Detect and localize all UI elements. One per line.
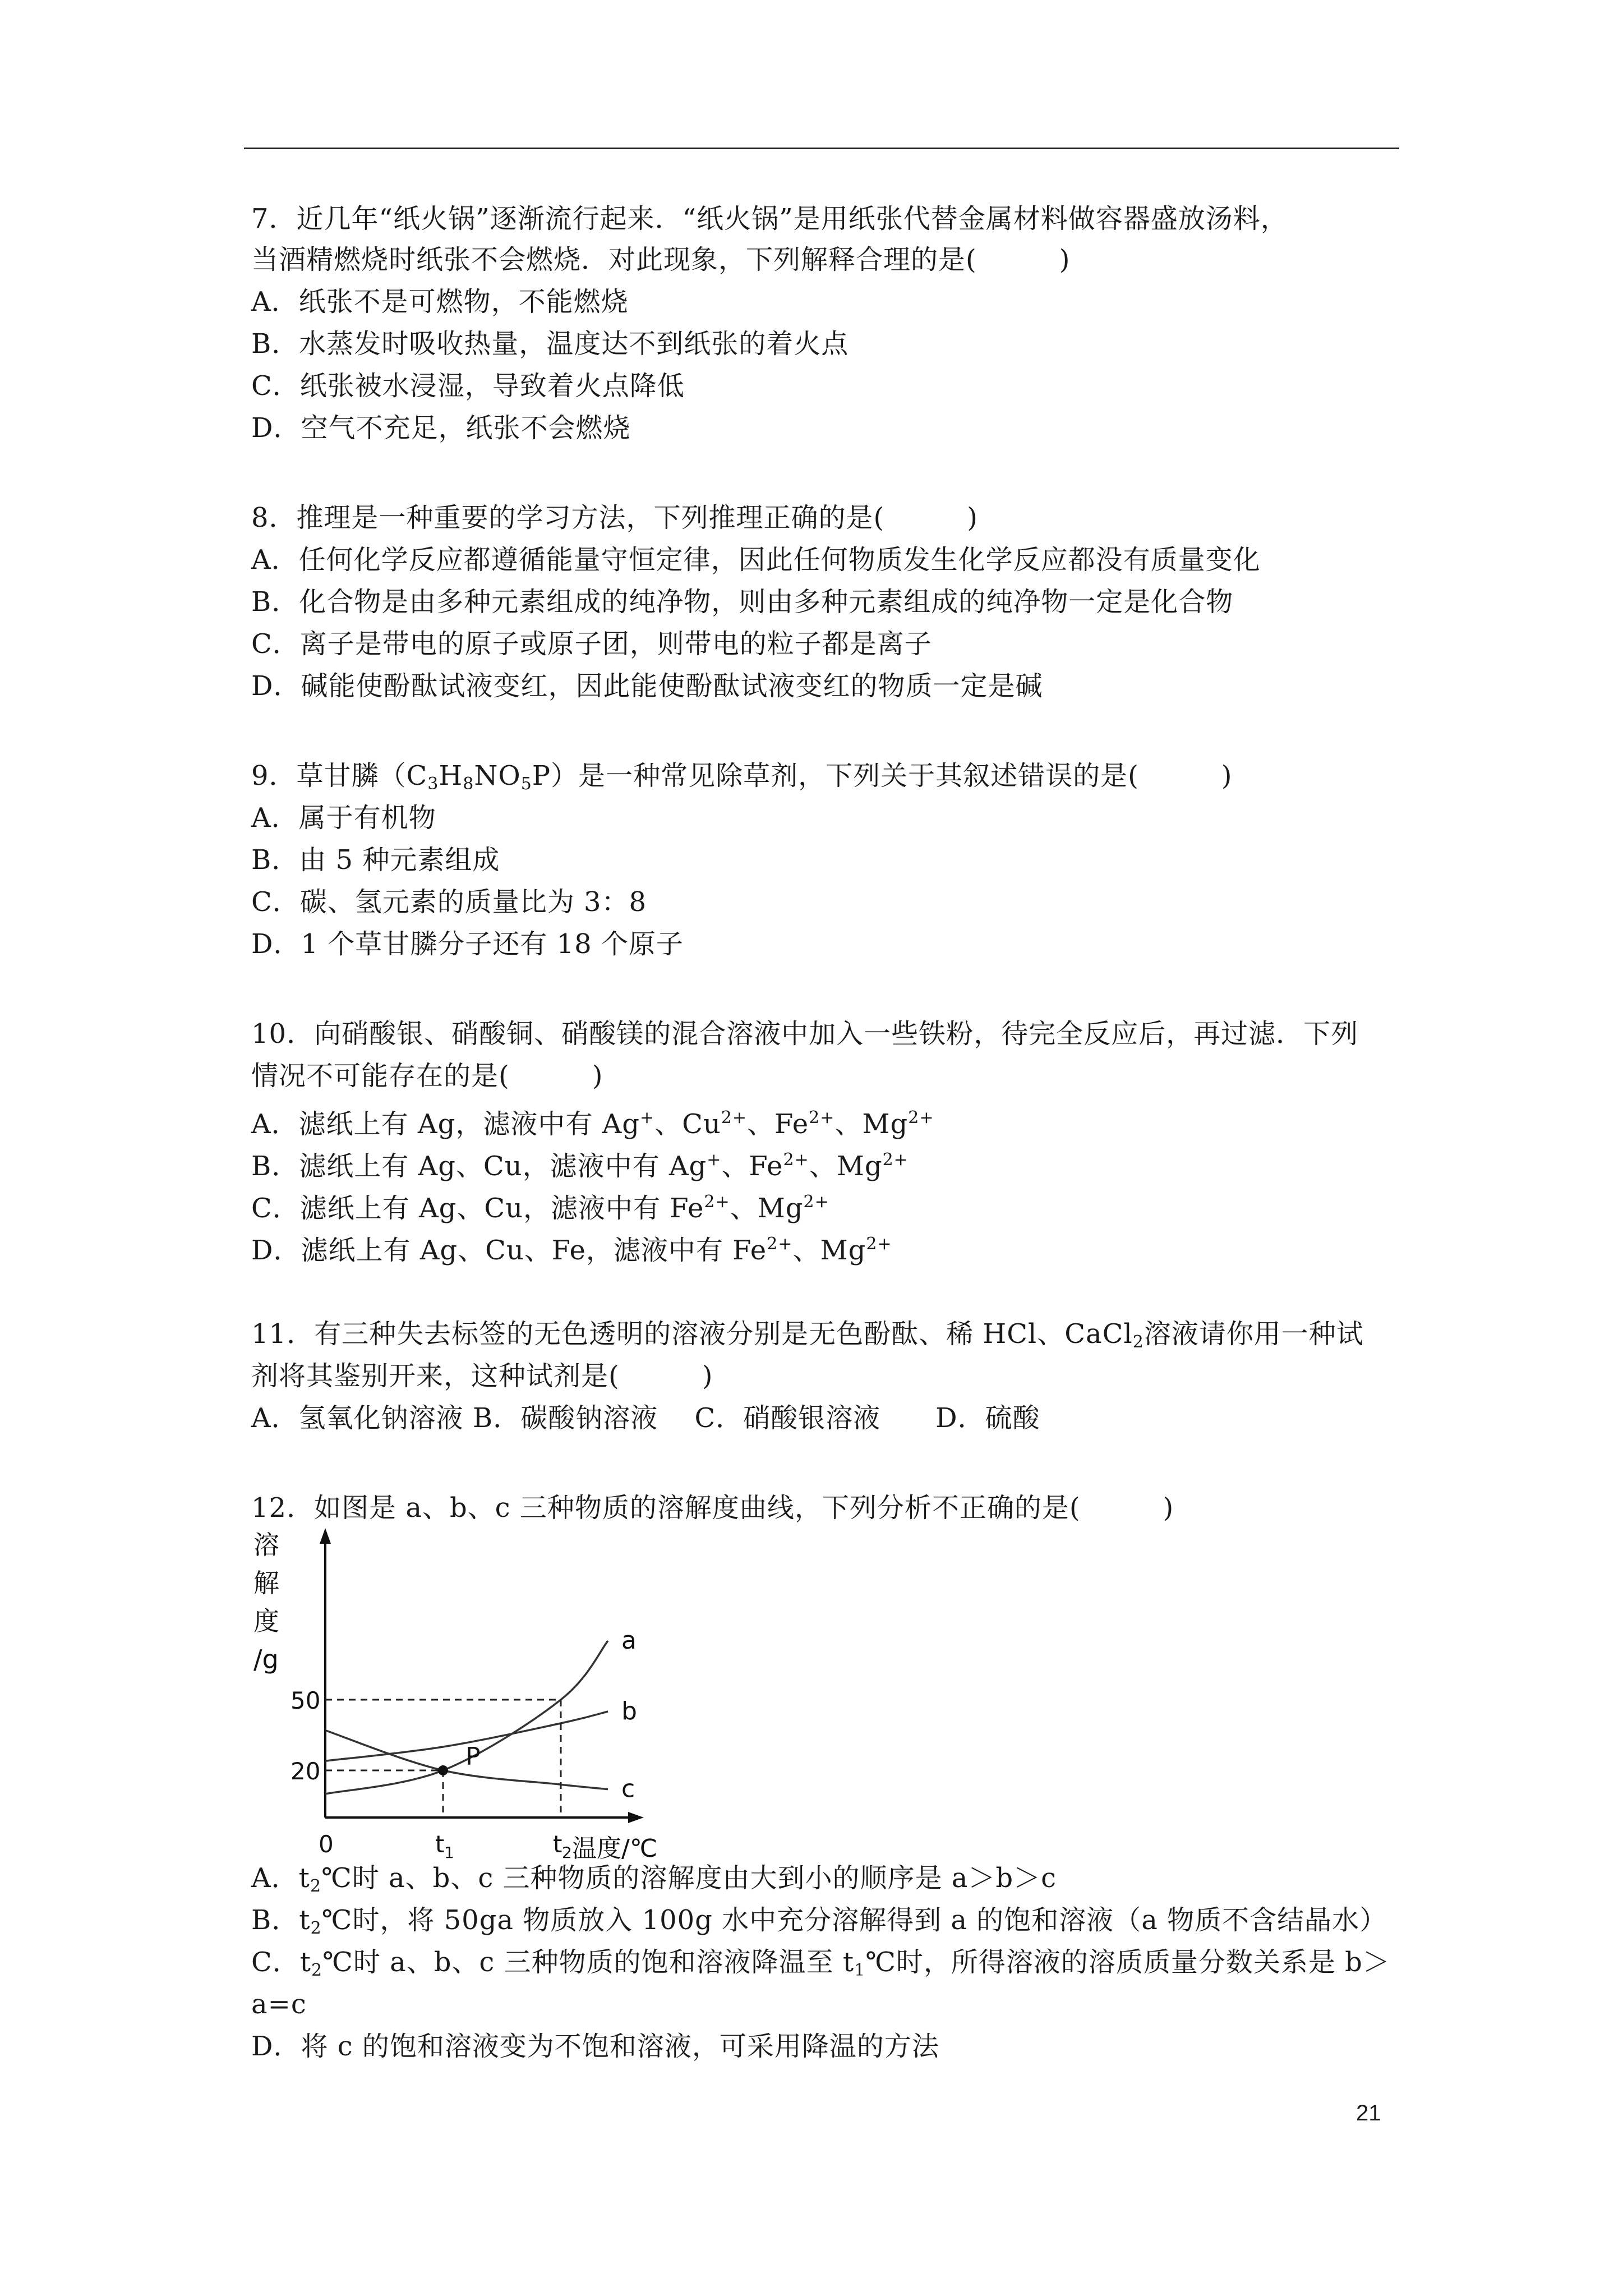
series-a-label: a bbox=[621, 1626, 637, 1655]
x-tick-label-t2-sub: 2 bbox=[562, 1843, 572, 1862]
q10-option-b: B．滤纸上有 Ag、Cu，滤液中有 Ag+、$Fe^{2+}$、$Mg^{2+}$ bbox=[251, 1150, 909, 1182]
q10-option-d: D．滤纸上有 Ag、Cu、Fe，滤液中有 $Fe^{2+}$、$Mg^{2+}$ bbox=[251, 1234, 892, 1266]
page-number: 21 bbox=[1356, 2101, 1381, 2125]
q12-option-c: C．$t_2℃$时 a、b、c 三种物质的饱和溶液降温至 $t_1℃$时，所得溶液的溶质质量分数关系是 b＞ bbox=[251, 1947, 1390, 1980]
q11-stem-line-2: 剂将其鉴别开来，这种试剂是( ) bbox=[251, 1360, 713, 1392]
series-c-label: c bbox=[621, 1774, 635, 1803]
q11-stem-line-1: 11．有三种失去标签的无色透明的溶液分别是无色酚酞、稀 HCl、CaCl$_2$溶液请你用一种试 bbox=[251, 1318, 1364, 1352]
q7-option-a: A．纸张不是可燃物，不能燃烧 bbox=[251, 286, 629, 318]
x-tick-label-t2: t bbox=[553, 1830, 562, 1858]
x-tick-label-t1-sub: 1 bbox=[444, 1843, 454, 1862]
q12-option-b: B．$t_2℃$时，将 50ga 物质放入 100g 水中充分溶解得到 a 的饱和溶液（a 物质不含结晶水） bbox=[251, 1904, 1387, 1938]
y-tick-label: 20 bbox=[291, 1757, 321, 1785]
q12-option-c-line-2: a=c bbox=[251, 1989, 307, 2020]
point-p-label: P bbox=[465, 1742, 481, 1771]
q7-stem-line-1: 7．近几年“纸火锅”逐渐流行起来．“纸火锅”是用纸张代替金属材料做容器盛放汤料， bbox=[251, 203, 1288, 234]
q9-option-d: D．1 个草甘膦分子还有 18 个原子 bbox=[251, 928, 684, 960]
q9-stem: 9．草甘膦$(C_3H_8NO_5P)$是一种常见除草剂，下列关于其叙述错误的是( ) bbox=[251, 760, 1233, 794]
solubility-chart bbox=[241, 1526, 667, 1868]
q12-stem: 12．如图是 a、b、c 三种物质的溶解度曲线，下列分析不正确的是( ) bbox=[251, 1492, 1174, 1524]
x-axis-arrow bbox=[628, 1812, 644, 1823]
q8-option-d: D．碱能使酚酞试液变红，因此能使酚酞试液变红的物质一定是碱 bbox=[251, 670, 1043, 702]
q9-option-a: A．属于有机物 bbox=[251, 802, 436, 834]
y-axis-label-char: 解 bbox=[253, 1568, 279, 1598]
q7-option-b: B．水蒸发时吸收热量，温度达不到纸张的着火点 bbox=[251, 328, 849, 360]
chart-plot-area bbox=[325, 1626, 637, 1818]
series-b-label: b bbox=[621, 1697, 637, 1726]
y-axis-arrow bbox=[320, 1528, 331, 1544]
q10-option-c: C．滤纸上有 Ag、Cu，滤液中有 $Fe^{2+}$、$Mg^{2+}$ bbox=[251, 1192, 829, 1224]
q8-option-b: B．化合物是由多种元素组成的纯净物，则由多种元素组成的纯净物一定是化合物 bbox=[251, 586, 1234, 618]
q12-option-d: D．将 c 的饱和溶液变为不饱和溶液，可采用降温的方法 bbox=[251, 2031, 939, 2062]
q8-option-c: C．离子是带电的原子或原子团，则带电的粒子都是离子 bbox=[251, 628, 932, 660]
q8-stem: 8．推理是一种重要的学习方法，下列推理正确的是( ) bbox=[251, 502, 978, 533]
q10-option-a: A．滤纸上有 Ag，滤液中有 Ag+、$Cu^{2+}$、$Fe^{2+}$、$Mg^{2+}$ bbox=[251, 1108, 934, 1140]
point-p-marker bbox=[438, 1765, 448, 1775]
chart-axes bbox=[253, 1528, 657, 1863]
series-a-line bbox=[325, 1641, 608, 1794]
origin-label: 0 bbox=[319, 1830, 334, 1858]
q7-option-d: D．空气不充足，纸张不会燃烧 bbox=[251, 412, 631, 444]
y-axis-label-char: 溶 bbox=[253, 1530, 279, 1560]
q9-option-c: C．碳、氢元素的质量比为 3：8 bbox=[251, 886, 647, 918]
q7-stem-line-2: 当酒精燃烧时纸张不会燃烧．对此现象，下列解释合理的是( ) bbox=[251, 244, 1071, 275]
q8-option-a: A．任何化学反应都遵循能量守恒定律，因此任何物质发生化学反应都没有质量变化 bbox=[251, 544, 1261, 576]
q12-option-a: A．$t_2℃$时 a、b、c 三种物质的溶解度由大到小的顺序是 a＞b＞c bbox=[251, 1862, 1057, 1896]
q10-stem-line-1: 10．向硝酸银、硝酸铜、硝酸镁的混合溶液中加入一些铁粉，待完全反应后，再过滤．下列 bbox=[251, 1018, 1359, 1050]
y-axis-label-char: 度 bbox=[253, 1606, 279, 1636]
q9-option-b: B．由 5 种元素组成 bbox=[251, 844, 500, 876]
q11-options: A．氢氧化钠溶液 B．碳酸钠溶液 C．硝酸银溶液 D．硫酸 bbox=[251, 1402, 1040, 1434]
q10-stem-line-2: 情况不可能存在的是( ) bbox=[251, 1060, 603, 1092]
y-tick-label: 50 bbox=[291, 1687, 321, 1714]
q7-option-c: C．纸张被水浸湿，导致着火点降低 bbox=[251, 370, 685, 402]
y-axis-label-char: /g bbox=[253, 1644, 279, 1674]
x-tick-label-t1: t bbox=[435, 1830, 445, 1858]
x-axis-label: 温度/℃ bbox=[572, 1834, 658, 1863]
header-rule bbox=[244, 148, 1399, 149]
